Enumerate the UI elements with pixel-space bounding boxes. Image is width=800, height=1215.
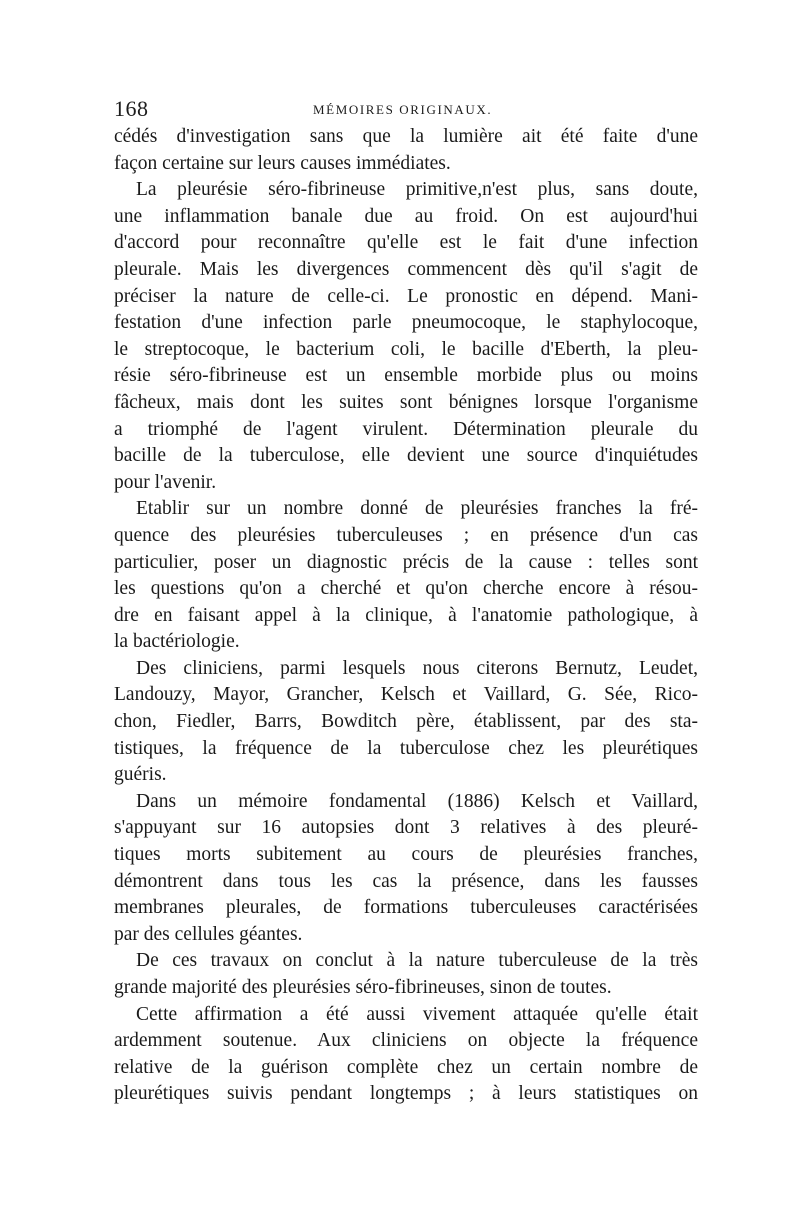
text-line: bacille de la tuberculose, elle devient une source d'inquiétudes [114, 445, 698, 467]
text-line: pleurale. Mais les divergences commencent dès qu'il s'agit de [114, 258, 698, 280]
text-line: d'accord pour reconnaître qu'elle est le fait d'une infection [114, 232, 698, 254]
page-number: 168 [114, 96, 149, 121]
text-line: cédés d'investigation sans que la lumière ait été faite d'une [114, 126, 698, 147]
page-header [114, 96, 698, 126]
paragraph [114, 496, 698, 656]
text-line: par des cellules géantes. [114, 923, 303, 945]
text-line: Des cliniciens, parmi lesquels nous citerons Bernutz, Leudet, [136, 657, 698, 679]
paragraph [114, 1002, 698, 1108]
text-line: membranes pleurales, de formations tuberculeuses caractérisées [114, 897, 698, 919]
text-line: pleurétiques suivis pendant longtemps ; à leurs statistiques on [114, 1083, 698, 1105]
text-line: guéris. [114, 764, 167, 786]
text-line: une inflammation banale due au froid. On est aujourd'hui [114, 205, 698, 227]
text-line: relative de la guérison complète chez un certain nombre de [114, 1056, 698, 1078]
text-line: grande majorité des pleurésies séro-fibrineuses, sinon de toutes. [114, 977, 612, 998]
body-text [114, 124, 698, 1108]
text-line: tiques morts subitement au cours de pleurésies franches, [114, 844, 698, 866]
text-line: préciser la nature de celle-ci. Le pronostic en dépend. Mani- [114, 285, 698, 307]
text-line: dre en faisant appel à la clinique, à l'anatomie pathologique, à [114, 604, 698, 626]
text-line: pour l'avenir. [114, 471, 217, 493]
text-line: De ces travaux on conclut à la nature tuberculeuse de la très [136, 950, 698, 972]
paragraph [114, 124, 698, 177]
text-line: Cette affirmation a été aussi vivement attaquée qu'elle était [136, 1003, 698, 1025]
text-line: démontrent dans tous les cas la présence, dans les fausses [114, 870, 698, 892]
text-line: fâcheux, mais dont les suites sont bénignes lorsque l'organisme [114, 391, 698, 413]
text-line: chon, Fiedler, Barrs, Bowditch père, établissent, par des sta- [114, 711, 698, 733]
text-line: particulier, poser un diagnostic précis de la cause : telles sont [114, 551, 698, 573]
text-line: la bactériologie. [114, 631, 240, 653]
text-line: le streptocoque, le bacterium coli, le bacille d'Eberth, la pleu- [114, 338, 698, 360]
text-line: festation d'une infection parle pneumocoque, le staphylocoque, [114, 312, 698, 334]
running-title: MÉMOIRES ORIGINAUX. [313, 102, 493, 117]
text-line: résie séro-fibrineuse est un ensemble morbide plus ou moins [114, 365, 698, 387]
paragraph [114, 656, 698, 789]
paragraph [114, 948, 698, 1001]
text-line: Etablir sur un nombre donné de pleurésies franches la fré- [136, 498, 698, 520]
text-line: Landouzy, Mayor, Grancher, Kelsch et Vaillard, G. Sée, Rico- [114, 684, 698, 706]
paragraph [114, 789, 698, 949]
text-line: La pleurésie séro-fibrineuse primitive,n'est plus, sans doute, [136, 179, 698, 201]
text-line: Dans un mémoire fondamental (1886) Kelsch et Vaillard, [136, 790, 698, 812]
text-line: a triomphé de l'agent virulent. Détermination pleurale du [114, 418, 698, 440]
text-line: tistiques, la fréquence de la tuberculose chez les pleurétiques [114, 737, 698, 759]
text-line: quence des pleurésies tuberculeuses ; en présence d'un cas [114, 524, 698, 546]
text-line: ardemment soutenue. Aux cliniciens on objecte la fréquence [114, 1030, 698, 1052]
paragraph [114, 177, 698, 496]
text-line: s'appuyant sur 16 autopsies dont 3 relatives à des pleuré- [114, 817, 698, 839]
text-line: façon certaine sur leurs causes immédiates. [114, 152, 451, 174]
text-line: les questions qu'on a cherché et qu'on cherche encore à résou- [114, 578, 698, 600]
